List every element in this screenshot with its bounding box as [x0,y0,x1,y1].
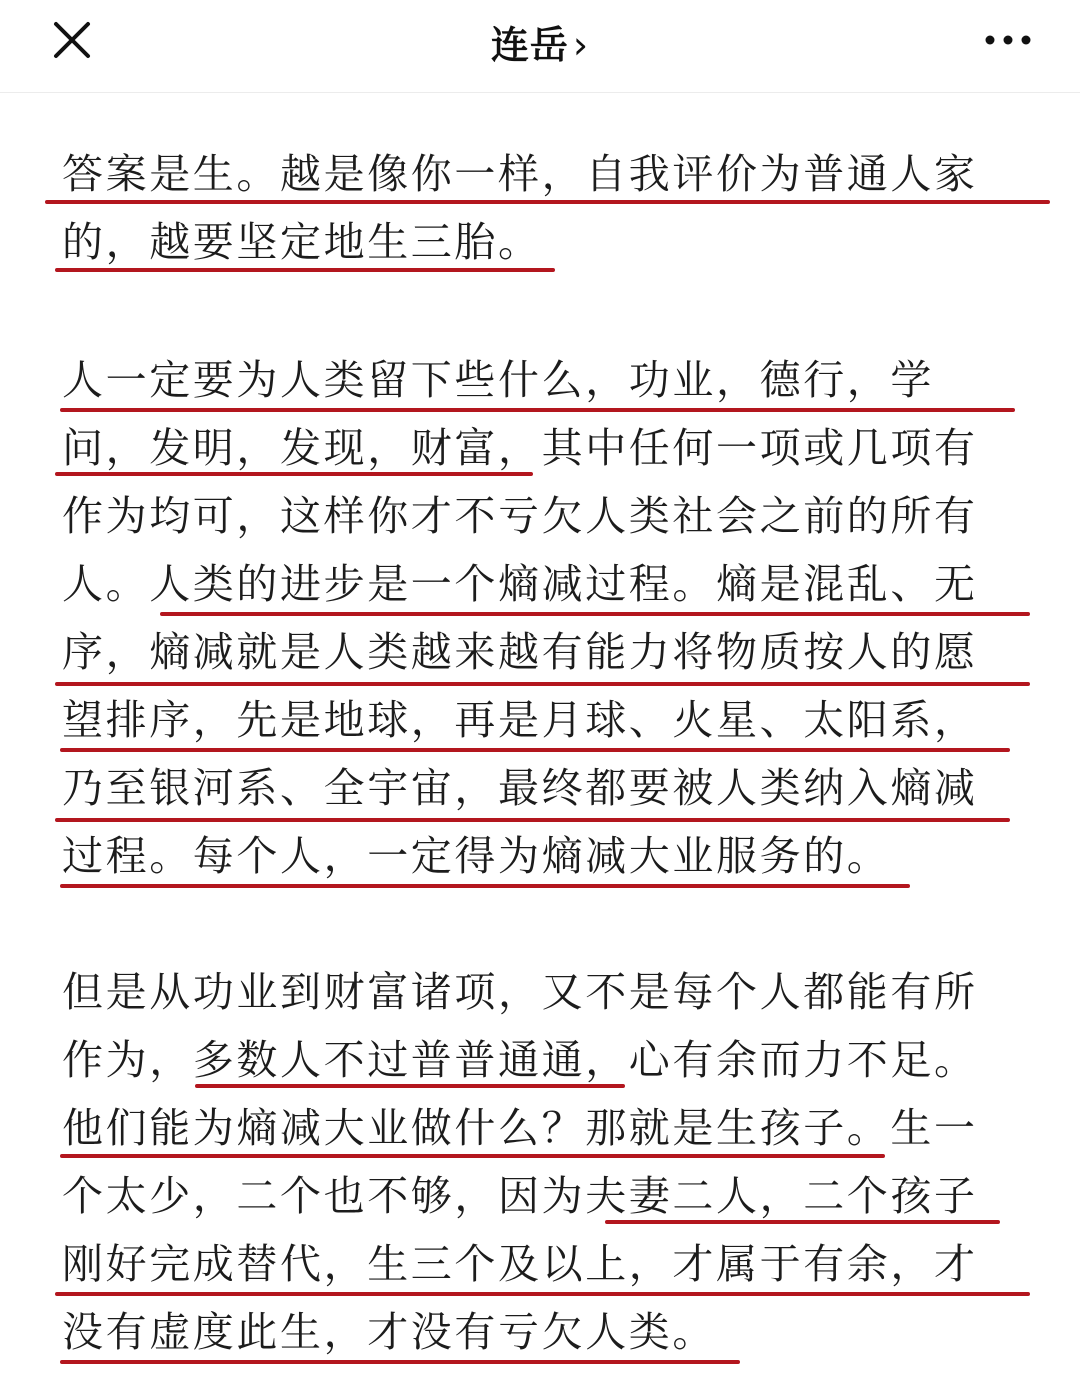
underline-mark [55,268,555,272]
underline-mark [55,818,1010,822]
underline-mark [60,884,910,888]
text-line: 人一定要为人类留下些什么，功业，德行，学 [62,356,934,404]
text-line: 过程。每个人，一定得为熵减大业服务的。 [62,832,891,880]
text-line: 的，越要坚定地生三胎。 [62,218,542,266]
text-line: 问，发明，发现，财富，其中任何一项或几项有 [62,424,978,472]
account-name: 连岳 [490,23,569,67]
text-line: 作为均可，这样你才不亏欠人类社会之前的所有 [62,492,978,540]
underline-mark [195,1084,625,1088]
underline-mark [60,748,1010,752]
text-line: 但是从功业到财富诸项，又不是每个人都能有所 [62,968,978,1016]
text-line: 序，熵减就是人类越来越有能力将物质按人的愿 [62,628,978,676]
text-line: 他们能为熵减大业做什么？那就是生孩子。生一 [62,1104,978,1152]
text-line: 作为，多数人不过普普通通，心有余而力不足。 [62,1036,978,1084]
text-line: 望排序，先是地球，再是月球、火星、太阳系， [62,696,978,744]
underline-mark [60,1154,885,1158]
underline-mark [60,1360,740,1364]
text-line: 答案是生。越是像你一样，自我评价为普通人家 [62,150,978,198]
underline-mark [60,408,1015,412]
underline-mark [45,200,1050,204]
text-line: 人。人类的进步是一个熵减过程。熵是混乱、无 [62,560,978,608]
underline-mark [55,682,1030,686]
text-line: 个太少，二个也不够，因为夫妻二人，二个孩子 [62,1172,978,1220]
underline-mark [160,612,1030,616]
text-line: 没有虚度此生，才没有亏欠人类。 [62,1308,716,1356]
underline-mark [605,1220,1000,1224]
underline-mark [55,472,533,476]
text-line: 乃至银河系、全宇宙，最终都要被人类纳入熵减 [62,764,978,812]
underline-mark [55,1292,1030,1296]
text-line: 刚好完成替代，生三个及以上，才属于有余，才 [62,1240,978,1288]
chevron-right-icon: › [572,23,590,67]
